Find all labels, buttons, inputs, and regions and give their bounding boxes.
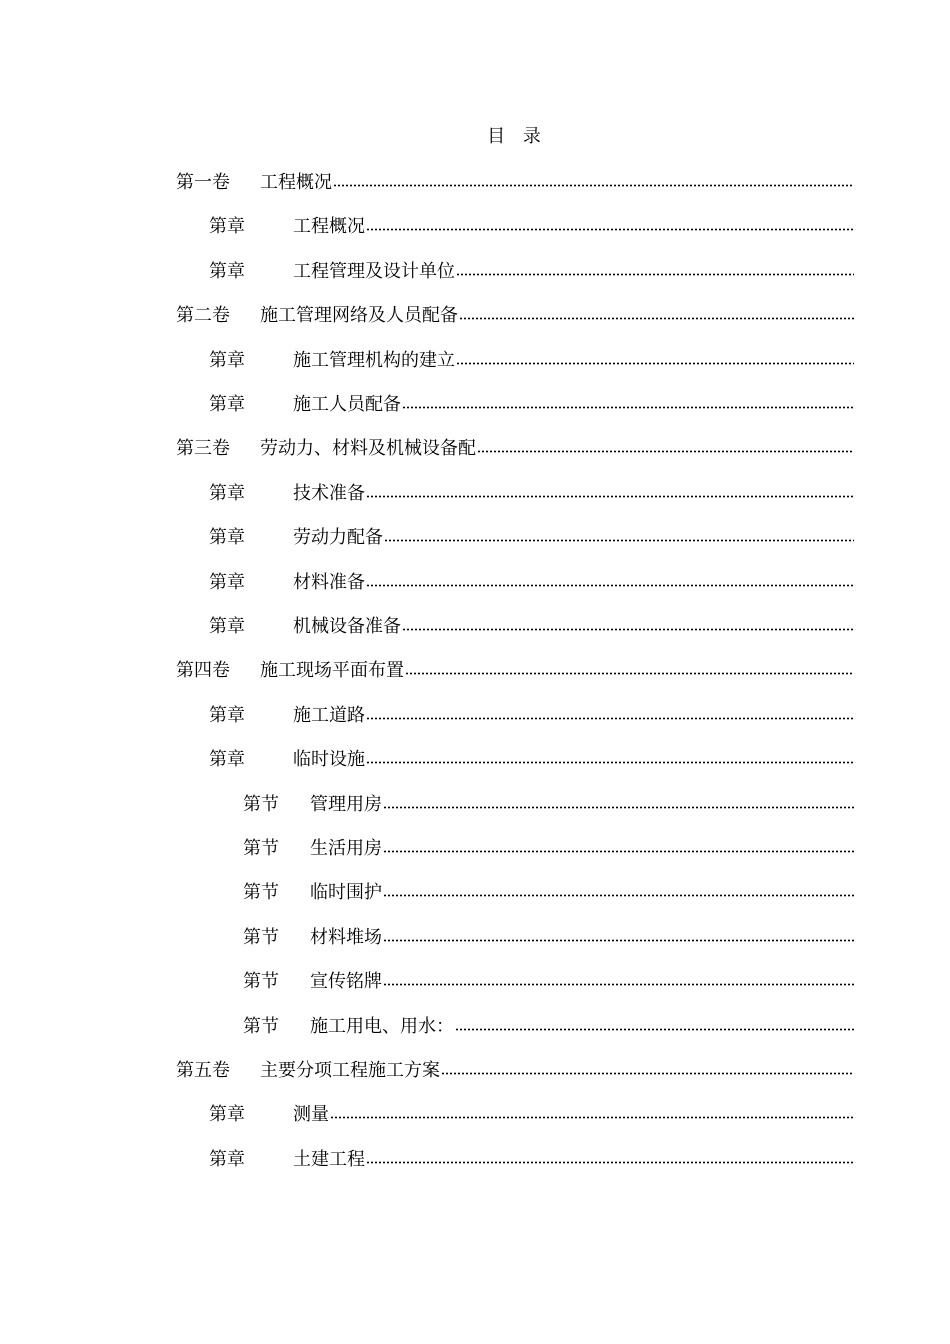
toc-entry-heading xyxy=(310,792,854,818)
toc-entry[interactable] xyxy=(0,436,854,462)
toc-entry-title: 技术准备 xyxy=(293,482,365,504)
toc-entry-label: 第节 xyxy=(243,971,279,993)
toc-entry-title: 材料堆场 xyxy=(310,926,382,948)
toc-entry[interactable] xyxy=(0,392,854,418)
toc-entry[interactable] xyxy=(0,525,854,551)
toc-entry-heading xyxy=(293,392,854,418)
toc-entry-label: 第节 xyxy=(243,793,279,815)
toc-entry-heading xyxy=(293,525,854,551)
toc-entry-title: 宣传铭牌 xyxy=(310,971,382,993)
toc-entry-title: 临时围护 xyxy=(310,882,382,904)
dot-leader xyxy=(333,170,854,188)
toc-entry-title: 管理用房 xyxy=(310,793,382,815)
toc-entry-label: 第章 xyxy=(209,482,245,504)
toc-entry-title: 临时设施 xyxy=(293,749,365,771)
toc-entry[interactable] xyxy=(0,836,854,862)
toc-entry-heading xyxy=(293,1102,854,1128)
toc-entry[interactable] xyxy=(0,880,854,906)
toc-title: 目 录 xyxy=(487,126,547,147)
toc-entry-title: 工程概况 xyxy=(260,172,332,193)
toc-entry-label: 第节 xyxy=(243,838,279,859)
toc-entry-title: 施工管理网络及人员配备 xyxy=(260,305,458,327)
toc-entry-label: 第章 xyxy=(209,571,245,593)
toc-entry-title: 主要分项工程施工方案 xyxy=(260,1060,440,1081)
toc-entry-heading xyxy=(293,259,854,285)
toc-entry-label: 第章 xyxy=(209,216,245,238)
toc-entry-title: 工程管理及设计单位 xyxy=(293,260,455,282)
toc-entry-heading xyxy=(293,614,854,640)
dot-leader xyxy=(477,436,854,454)
toc-entry-heading xyxy=(310,925,854,951)
toc-entry-heading xyxy=(260,658,854,684)
toc-entry[interactable] xyxy=(0,1147,854,1173)
toc-entry[interactable] xyxy=(0,792,854,818)
toc-entry-label: 第章 xyxy=(209,394,245,415)
toc-entry-label: 第章 xyxy=(209,1148,245,1170)
toc-entry-title: 机械设备准备 xyxy=(293,616,401,637)
dot-leader xyxy=(383,836,854,854)
dot-leader xyxy=(459,303,854,321)
toc-entry[interactable] xyxy=(0,658,854,684)
toc-entry[interactable] xyxy=(0,259,854,285)
dot-leader xyxy=(455,1014,854,1032)
toc-entry-heading xyxy=(310,1014,854,1040)
toc-entry-title: 施工道路 xyxy=(293,704,365,726)
toc-entry-label: 第章 xyxy=(209,260,245,282)
toc-entry-label: 第章 xyxy=(209,349,245,371)
dot-leader xyxy=(402,392,854,410)
toc-entry[interactable] xyxy=(0,1014,854,1040)
dot-leader xyxy=(383,925,854,943)
toc-entry-title: 测量 xyxy=(293,1104,329,1126)
dot-leader xyxy=(366,570,854,588)
toc-entry-label: 第节 xyxy=(243,1015,279,1037)
toc-entry[interactable] xyxy=(0,348,854,374)
toc-entry-title: 劳动力配备 xyxy=(293,527,383,549)
toc-entry-label: 第章 xyxy=(209,749,245,771)
dot-leader xyxy=(384,525,854,543)
toc-entry-heading xyxy=(293,747,854,773)
toc-entry-heading xyxy=(293,214,854,240)
toc-entry-label: 第章 xyxy=(209,527,245,549)
toc-entry-title: 材料准备 xyxy=(293,571,365,593)
toc-entry-heading xyxy=(293,1147,854,1173)
toc-entry-title: 生活用房 xyxy=(310,838,382,859)
toc-entry-label: 第节 xyxy=(243,926,279,948)
toc-entry[interactable] xyxy=(0,170,854,196)
toc-entry-label: 第章 xyxy=(209,704,245,726)
toc-entry[interactable] xyxy=(0,1058,854,1084)
dot-leader xyxy=(456,348,854,366)
toc-entry-heading xyxy=(293,481,854,507)
toc-entry-label: 第章 xyxy=(209,1104,245,1126)
toc-entry-heading xyxy=(260,170,854,196)
toc-entry[interactable] xyxy=(0,703,854,729)
toc-entry-heading xyxy=(293,570,854,596)
dot-leader xyxy=(405,658,854,676)
toc-entry-label: 第章 xyxy=(209,616,245,637)
toc-entry-heading xyxy=(293,703,854,729)
toc-entry-heading xyxy=(293,348,854,374)
toc-entry[interactable] xyxy=(0,481,854,507)
toc-entry-label: 第二卷 xyxy=(176,305,230,327)
toc-entry-label: 第节 xyxy=(243,882,279,904)
dot-leader xyxy=(330,1102,854,1120)
toc-entry[interactable] xyxy=(0,925,854,951)
toc-entry[interactable] xyxy=(0,969,854,995)
toc-entry-title: 劳动力、材料及机械设备配 xyxy=(260,438,476,460)
dot-leader xyxy=(383,880,854,898)
dot-leader xyxy=(383,969,854,987)
toc-entry-label: 第三卷 xyxy=(176,438,230,460)
toc-entry-title: 土建工程 xyxy=(293,1148,365,1170)
dot-leader xyxy=(383,792,854,810)
toc-entry[interactable] xyxy=(0,214,854,240)
toc-entry-title: 施工现场平面布置 xyxy=(260,660,404,682)
toc-entry[interactable] xyxy=(0,570,854,596)
dot-leader xyxy=(366,703,854,721)
toc-entry-heading xyxy=(310,836,854,862)
dot-leader xyxy=(366,747,854,765)
dot-leader xyxy=(366,214,854,232)
toc-entry-title: 施工人员配备 xyxy=(293,394,401,415)
toc-entry-title: 施工管理机构的建立 xyxy=(293,349,455,371)
toc-entry-label: 第一卷 xyxy=(176,172,230,193)
toc-entry-heading xyxy=(260,1058,854,1084)
toc-entry-heading xyxy=(310,969,854,995)
toc-entry-label: 第五卷 xyxy=(176,1060,230,1081)
dot-leader xyxy=(456,259,854,277)
toc-entry[interactable] xyxy=(0,614,854,640)
dot-leader xyxy=(441,1058,854,1076)
toc-entry[interactable] xyxy=(0,303,854,329)
toc-entry-title: 工程概况 xyxy=(293,216,365,238)
dot-leader xyxy=(366,481,854,499)
toc-entry[interactable] xyxy=(0,1102,854,1128)
toc-entry-heading xyxy=(310,880,854,906)
toc-entry-heading xyxy=(260,303,854,329)
dot-leader xyxy=(402,614,854,632)
toc-entry-heading xyxy=(260,436,854,462)
toc-entry-title: 施工用电、用水： xyxy=(310,1015,454,1037)
toc-entry[interactable] xyxy=(0,747,854,773)
toc-entry-label: 第四卷 xyxy=(176,660,230,682)
dot-leader xyxy=(366,1147,854,1165)
